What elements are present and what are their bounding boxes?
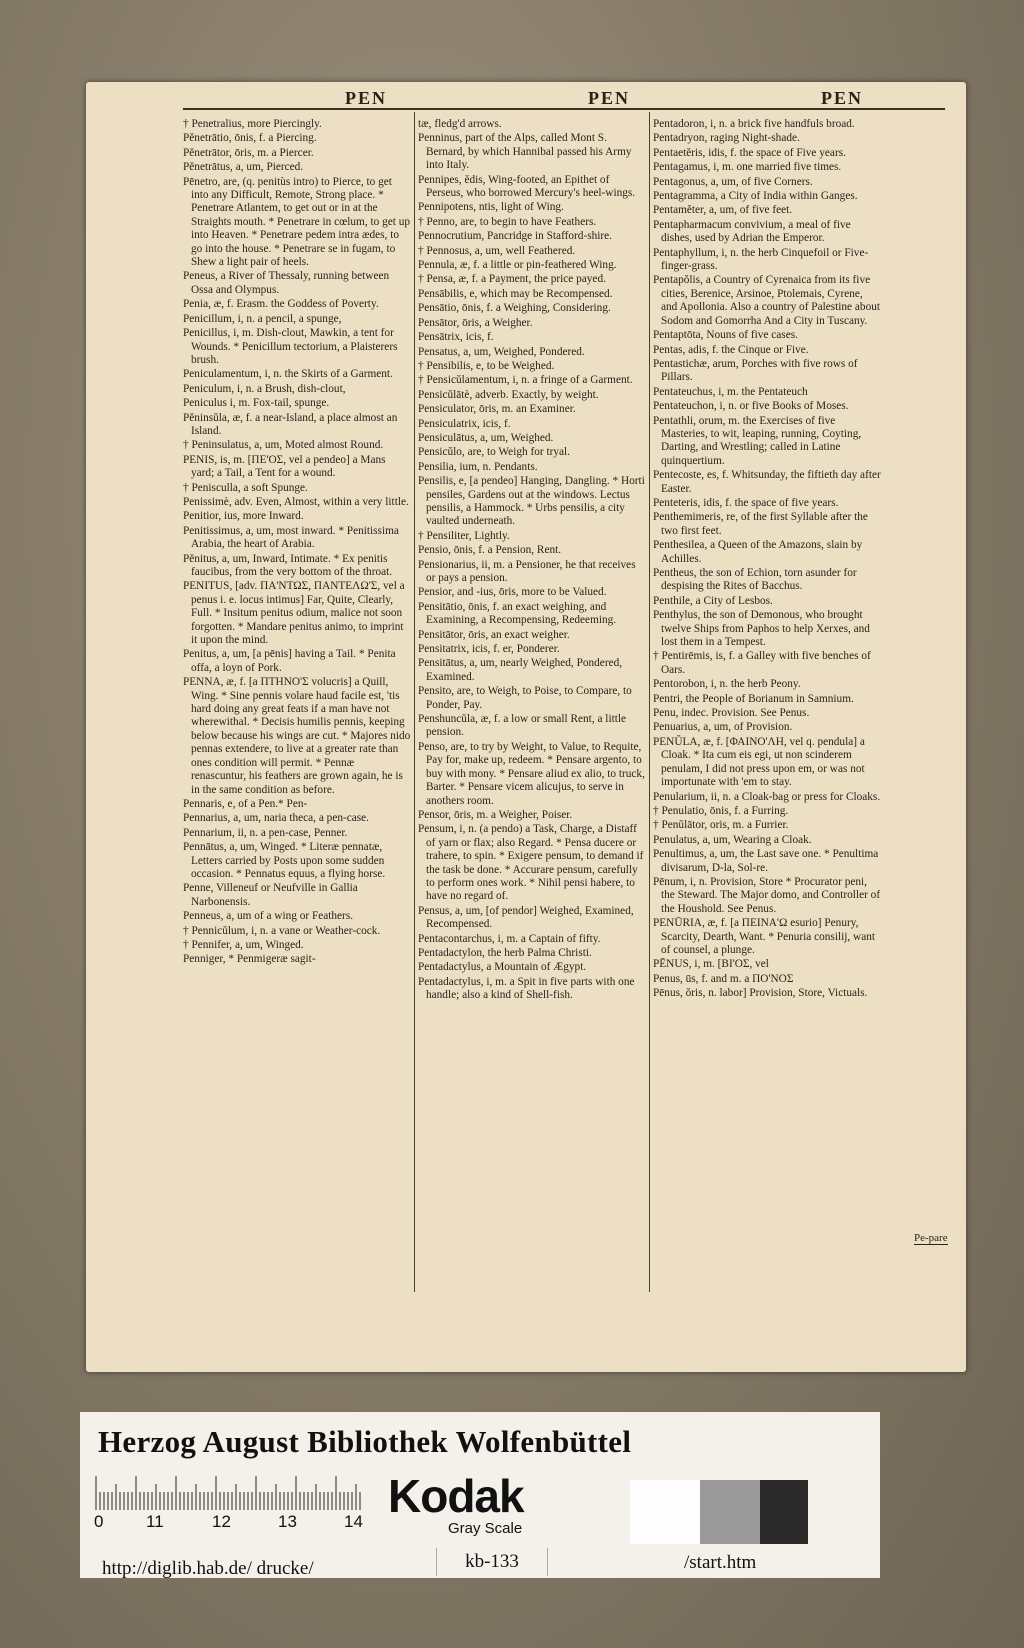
dictionary-entry: † Pennosus, a, um, well Feathered.: [418, 244, 576, 257]
dictionary-entry: † Pennicŭlum, i, n. a vane or Weather-cock.: [183, 924, 381, 937]
dictionary-entry: tæ, fledg'd arrows.: [418, 118, 502, 130]
dictionary-entry: Pennula, æ, f. a little or pin-feathered Wing.: [418, 259, 617, 272]
dictionary-entry: Pensicŭlo, are, to Weigh for tryal.: [418, 446, 570, 459]
dictionary-entry: Penicillus, i, m. Dish-clout, Mawkin, a tent for Wounds. * Penicillum tectorium, a Plaisterers brush.: [183, 327, 398, 366]
dictionary-entry: Pennaris, e, of a Pen.* Pen-: [183, 797, 308, 810]
column-1: [183, 118, 411, 1293]
dictionary-entry: Pentadactylon, the herb Palma Christi.: [418, 946, 592, 959]
dictionary-entry: Penneus, a, um of a wing or Feathers.: [183, 910, 354, 923]
ruler-number: 12: [212, 1512, 231, 1531]
dictionary-entry: Penthesilea, a Queen of the Amazons, slain by Achilles.: [653, 539, 863, 565]
dictionary-entry: Pennipotens, ntis, light of Wing.: [418, 201, 564, 214]
header-right: PEN: [821, 88, 863, 108]
dictionary-entry: Pennarius, a, um, naria theca, a pen-case.: [183, 812, 370, 825]
header-rule: [183, 108, 945, 110]
dictionary-entry: Pennocrutium, Pancridge in Stafford-shire.: [418, 230, 612, 243]
dictionary-entry: Pentadactylus, a Mountain of Ægypt.: [418, 961, 587, 974]
column-divider: [649, 112, 650, 1292]
dictionary-entry: Pensilia, ium, n. Pendants.: [418, 460, 538, 473]
dictionary-entry: † Pensiliter, Lightly.: [418, 529, 510, 542]
dictionary-entry: Pentri, the People of Borianum in Samnium.: [653, 692, 854, 705]
dictionary-entry: Pentadryon, raging Night-shade.: [653, 132, 800, 145]
dictionary-entry: Pentastichæ, arum, Porches with five rows of Pillars.: [653, 357, 858, 384]
dictionary-entry: Penne, Villeneuf or Neufville in Gallia Narbonensis.: [183, 882, 358, 908]
dictionary-entry: Pentacontarchus, i, m. a Captain of fifty.: [418, 932, 601, 945]
dictionary-entry: Pentagramma, a City of India within Ganges.: [653, 190, 858, 203]
dictionary-entry: Pěnetrātus, a, um, Pierced.: [183, 161, 304, 174]
dictionary-entry: † Pentirēmis, is, f. a Galley with five benches of Oars.: [653, 650, 871, 676]
dictionary-entry: Pensum, i, n. (a pendo) a Task, Charge, a Distaff of yarn or flax; also Regard. * Pensa ducere or trahere, to spin. * Exigere pensum, to demand if the task be done. * Accurare pensum, carefully to perform ones work. * Nihil pensi habere, to have no regard of.: [418, 823, 644, 903]
dictionary-entry: Penularium, ii, n. a Cloak-bag or press for Cloaks.: [653, 790, 881, 803]
dictionary-entry: Penus, ūs, f. and m. a ΠΟ'ΝΟΣ: [653, 972, 794, 985]
dictionary-entry: Penitior, ius, more Inward.: [183, 510, 304, 523]
ruler-number: 14: [344, 1512, 363, 1531]
ruler-number: 11: [146, 1512, 164, 1531]
dictionary-entry: Pensitātus, a, um, nearly Weighed, Pondered, Examined.: [418, 657, 623, 683]
dictionary-entry: Pennipes, ĕdis, Wing-footed, an Epithet of Perseus, who borrowed Mercury's heel-wings.: [418, 173, 636, 200]
dictionary-entry: Pěnitus, a, um, Inward, Intimate. * Ex penitis faucibus, from the very bottom of the throat.: [183, 552, 393, 578]
gray-swatch-dark: [760, 1480, 808, 1544]
running-headers: [183, 88, 943, 108]
gray-scale-label: Gray Scale: [448, 1520, 523, 1537]
dictionary-entry: Pentadactylus, i, m. a Spit in five parts with one handle; also a kind of Shell-fish.: [418, 975, 635, 1002]
dictionary-entry: PENŬLA, æ, f. [ΦΑΙΝΟ'ΛΗ, vel q. pendula] a Cloak. * Ita cum eis egi, ut non scinderem penulam, I did not press upon em, or was not importunate with 'em to stay.: [653, 735, 865, 789]
ruler-number: 0: [94, 1512, 104, 1531]
dictionary-entry: Pentorobon, i, n. the herb Peony.: [653, 678, 801, 691]
dictionary-entry: Pěninsŭla, æ, f. a near-Island, a place almost an Island.: [183, 411, 398, 437]
dictionary-entry: Pensātio, ōnis, f. a Weighing, Considering.: [418, 302, 611, 315]
column-2: [418, 118, 646, 1293]
dictionary-entry: Penissimè, adv. Even, Almost, within a very little.: [183, 495, 409, 508]
dictionary-entry: Pentateuchus, i, m. the Pentateuch: [653, 385, 808, 398]
dictionary-entry: Penuarius, a, um, of Provision.: [653, 721, 793, 734]
dictionary-entry: Penniger, * Penmigeræ sagit-: [183, 953, 316, 966]
dictionary-entry: Peniculamentum, i, n. the Skirts of a Garment.: [183, 368, 393, 381]
dictionary-entry: † Penisculla, a soft Spunge.: [183, 481, 308, 494]
dictionary-entry: Peniculus i, m. Fox-tail, spunge.: [183, 397, 330, 410]
ruler-number: 13: [278, 1512, 297, 1531]
dictionary-entry: Pensitātor, ōris, an exact weigher.: [418, 628, 570, 641]
dictionary-entry: Pěnetrātio, ōnis, f. a Piercing.: [183, 132, 317, 145]
dictionary-entry: Penthemimeris, re, of the first Syllable after the two first feet.: [653, 511, 868, 537]
dictionary-entry: Penshuncŭla, æ, f. a low or small Rent, a little pension.: [418, 713, 627, 739]
dictionary-entry: Peniculum, i, n. a Brush, dish-clout,: [183, 382, 346, 395]
dictionary-entry: Penninus, part of the Alps, called Mont S. Bernard, by which Hannibal passed his Army into Italy.: [418, 132, 632, 172]
ruler-scale: [94, 1472, 362, 1512]
dictionary-entry: Pentagamus, i, m. one married five times.: [653, 161, 842, 174]
dictionary-entry: Pensitātio, ōnis, f. an exact weighing, and Examining, a Recompensing, Redeeming.: [418, 600, 617, 627]
dictionary-entry: Penitus, a, um, [a pēnis] having a Tail. * Penita offa, a loyn of Pork.: [183, 648, 396, 674]
shelfmark: kb-133: [436, 1548, 548, 1576]
dictionary-entry: Pensātrix, icis, f.: [418, 331, 494, 344]
dictionary-entry: Penulatus, a, um, Wearing a Cloak.: [653, 833, 812, 846]
column-divider: [414, 112, 415, 1292]
dictionary-entry: Penicillum, i, n. a pencil, a spunge,: [183, 312, 342, 325]
gray-swatch-white: [630, 1480, 700, 1544]
dictionary-entry: † Pensicŭlamentum, i, n. a fringe of a Garment.: [418, 374, 633, 387]
dictionary-entry: Pentaphyllum, i, n. the herb Cinquefoil or Five-finger-grass.: [653, 246, 869, 273]
dictionary-entry: Pensio, ōnis, f. a Pension, Rent.: [418, 544, 562, 557]
dictionary-entry: Pentateuchon, i, n. or five Books of Moses.: [653, 400, 849, 413]
dictionary-entry: Pensātor, ōris, a Weigher.: [418, 316, 533, 329]
dictionary-entry: Pensus, a, um, [of pendor] Weighed, Examined, Recompensed.: [418, 904, 634, 931]
dictionary-entry: Penthile, a City of Lesbos.: [653, 594, 773, 607]
colour-reference-card: [80, 1412, 880, 1578]
gray-swatch-mid: [700, 1480, 760, 1544]
dictionary-entry: Pēnus, ŏris, n. labor] Provision, Store, Victuals.: [653, 987, 868, 1000]
dictionary-entry: Pentheus, the son of Echion, torn asunder for despising the Rites of Bacchus.: [653, 567, 857, 593]
dictionary-entry: Pennarium, ii, n. a pen-case, Penner.: [183, 826, 348, 839]
dictionary-entry: Pensicŭlātè, adverb. Exactly, by weight.: [418, 388, 599, 401]
dictionary-entry: Penitissimus, a, um, most inward. * Penitissima Arabia, the heart of Arabia.: [183, 524, 399, 551]
dictionary-entry: Pentaetĕris, idis, f. the space of Five years.: [653, 146, 846, 159]
dictionary-entry: PENNA, æ, f. [a ΠΤΗΝΟ'Σ volucris] a Quill, Wing. * Sine pennis volare haud facile est, 'tis hard doing any great feats if a man have not wherewithal. * Decisis humilis pennis, keeping below because his wings are cut. * Majores nido pennas extendere, to live at a greater rate than ones condition will permit. * Pennæ renascuntur, his feathers are grown again, he is in the same condition as before.: [183, 676, 411, 796]
dictionary-entry: Pensiculatrix, icis, f.: [418, 417, 511, 430]
header-center: PEN: [588, 88, 630, 108]
dictionary-entry: † Penetralius, more Piercingly.: [183, 118, 322, 130]
dictionary-entry: Pentagonus, a, um, of five Corners.: [653, 175, 813, 188]
dictionary-entry: PĒNUS, i, m. [ΒΙ'ΟΣ, vel: [653, 958, 769, 971]
dictionary-entry: Penteteris, idis, f. the space of five years.: [653, 496, 839, 509]
dictionary-entry: Pēnetro, are, (q. penitùs intro) to Pierce, to get into any Difficult, Remote, Strong place. * Penetrare Atlantem, to get out or in at the Straights mouth. * Penetrare in cœlum, to get up into Heaven. * Penetrare pedem intra ædes, to go into the house. * Penetrare se in fugam, to Shew a light pair of heels.: [183, 175, 410, 269]
dictionary-entry: Pentaptōta, Nouns of five cases.: [653, 329, 798, 342]
dictionary-entry: Pensiculātus, a, um, Weighed.: [418, 431, 554, 444]
dictionary-entry: PENIS, is, m. [ΠΕ'ΟΣ, vel a pendeo] a Mans yard; a Tail, a Tent for a wound.: [183, 453, 386, 480]
dictionary-entry: Penso, are, to try by Weight, to Value, to Requite, Pay for, make up, redeem. * Pensare argento, to buy with mony. * Pensare aliud ex alio, to truck, Barter. * Pensare vicem alicujus, to serve in anothers room.: [418, 740, 645, 807]
dictionary-entry: † Peninsulatus, a, um, Moted almost Round.: [183, 439, 384, 452]
dictionary-entry: Pensionarius, ii, m. a Pensioner, he that receives or pays a pension.: [418, 558, 636, 584]
dictionary-entry: Pěnetrātor, ōris, m. a Piercer.: [183, 146, 314, 159]
dictionary-entry: † Penulatio, ōnis, f. a Furring.: [653, 804, 789, 817]
dictionary-entry: PENŪRIA, æ, f. [a ΠΕΙΝΑ'Ω esurio] Penury, Scarcity, Dearth, Want. * Penuria consilij, want of counsel, a plunge.: [653, 917, 875, 956]
dictionary-entry: Pentamĕter, a, um, of five feet.: [653, 204, 793, 217]
dictionary-entry: PENITUS, [adv. ΠΑ'ΝΤΩΣ, ΠΑΝΤΕΛΩ'Σ, vel a penus i. e. locus intimus] Far, Quite, Clearly, Full. * Insitum penitus odium, malice not soon forgotten. * Mandare penitus animo, to imprint it upon the mind.: [183, 580, 405, 647]
dictionary-entry: Penthylus, the son of Demonous, who brought twelve Ships from Paphos to help Xerxes, and lost them in a Tempest.: [653, 609, 870, 649]
dictionary-entry: Pensito, are, to Weigh, to Poise, to Compare, to Ponder, Pay.: [418, 685, 632, 711]
header-left: PEN: [345, 88, 387, 108]
dictionary-entry: † Pensa, æ, f. a Payment, the price payed.: [418, 273, 606, 286]
dictionary-entry: Penultimus, a, um, the Last save one. * Penultima divisarum, D-la, Sol-re.: [653, 848, 879, 874]
dictionary-entry: Pēnum, i, n. Provision, Store * Procurator peni, the Steward. The Major domo, and Controller of the Houshold. See Penus.: [653, 875, 881, 915]
dictionary-entry: Penia, æ, f. Erasm. the Goddess of Poverty.: [183, 298, 379, 311]
dictionary-entry: Pentapŏlis, a Country of Cyrenaica from its five cities, Berenice, Arsinoe, Ptolemais, Cyrene, and Apollonia. Also a country of Palestine about Sodom and Gomorrha And a City in Tuscany.: [653, 274, 880, 327]
dictionary-entry: Pentas, adis, f. the Cinque or Five.: [653, 343, 809, 356]
dictionary-entry: Pentecoste, es, f. Whitsunday, the fiftieth day after Easter.: [653, 469, 881, 495]
dictionary-entry: Pentathli, orum, m. the Exercises of five Masteries, to wit, leaping, running, Coyting, Darting, and Wrestling; called in Latine quinquertium.: [653, 414, 862, 467]
dictionary-entry: Penu, indec. Provision. See Penus.: [653, 707, 810, 720]
dictionary-entry: Pensiculator, ōris, m. an Examiner.: [418, 403, 576, 416]
dictionary-entry: Peneus, a River of Thessaly, running between Ossa and Olympus.: [183, 270, 390, 296]
dictionary-entry: Pensor, ōris, m. a Weigher, Poiser.: [418, 808, 573, 821]
dictionary-entry: † Pennifer, a, um, Winged.: [183, 938, 304, 951]
dictionary-entry: † Pensibilis, e, to be Weighed.: [418, 359, 555, 372]
dictionary-entry: † Penno, are, to begin to have Feathers.: [418, 215, 597, 228]
catchword: Pe-pare: [914, 1232, 948, 1244]
dictionary-entry: † Penŭlātor, oris, m. a Furrier.: [653, 819, 789, 832]
dictionary-entry: Pensatus, a, um, Weighed, Pondered.: [418, 345, 585, 358]
dictionary-entry: Pentadoron, i, n. a brick five handfuls broad.: [653, 118, 855, 130]
column-3: [653, 118, 881, 1293]
dictionary-entry: Pensilis, e, [a pendeo] Hanging, Dangling. * Horti pensiles, Gardens out at the windows. Lectus pensilis, a Hammock. * Urbs pensilis, a city vaulted underneath.: [418, 475, 645, 528]
dictionary-entry: Pensior, and -ius, ōris, more to be Valued.: [418, 586, 607, 599]
dictionary-entry: Pensitatrix, icis, f. er, Ponderer.: [418, 643, 560, 656]
source-url-suffix: /start.htm: [684, 1552, 757, 1573]
source-url: http://diglib.hab.de/ drucke/: [102, 1558, 314, 1579]
dictionary-entry: Pennātus, a, um, Winged. * Literæ pennatæ, Letters carried by Posts upon some sudden occasion. * Pennatus equus, a flying horse.: [183, 841, 386, 880]
library-name: Herzog August Bibliothek Wolfenbüttel: [98, 1424, 632, 1459]
dictionary-entry: Pentapharmacum convivium, a meal of five dishes, used by Adrian the Emperor.: [653, 218, 851, 245]
dictionary-entry: Pensābilis, e, which may be Recompensed.: [418, 287, 613, 300]
kodak-logo: Kodak: [388, 1470, 524, 1522]
